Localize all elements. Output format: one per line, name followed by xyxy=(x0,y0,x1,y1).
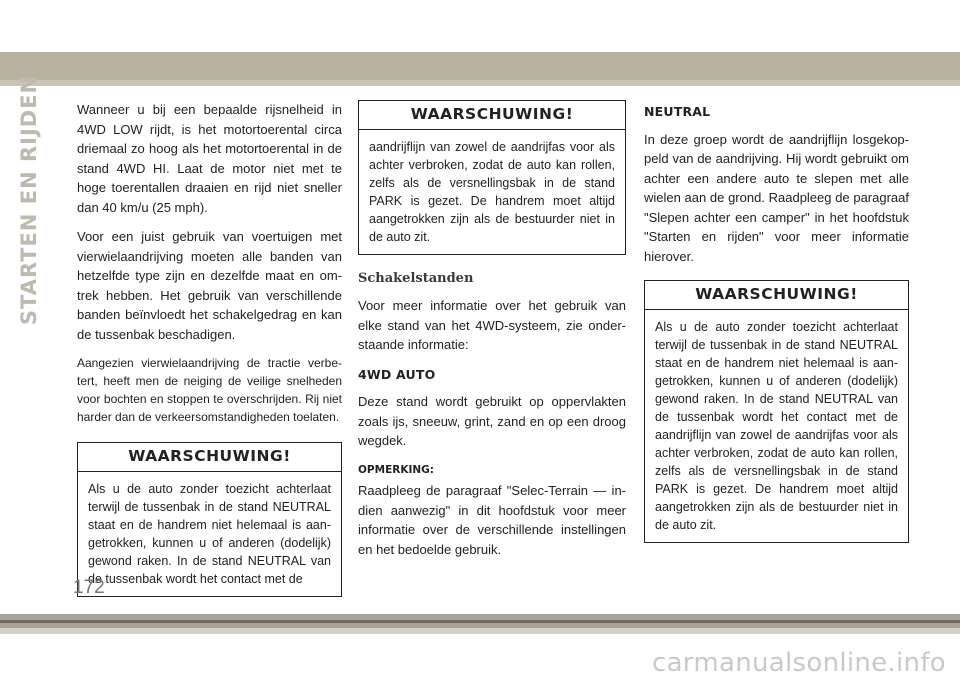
paragraph: Aangezien vierwielaandrijving de tractie verbe-tert, heeft men de neiging de veilige snelheden voor bochten en stoppen te overschrijden. Rij niet harder dan de verkeersomstandigheden toelaten. xyxy=(77,356,342,424)
footer-band-stripe xyxy=(0,628,960,634)
watermark-text: carmanualsonline.info xyxy=(651,648,946,678)
column-1 xyxy=(77,100,342,611)
warning-text: Als u de auto zonder toezicht achterlaat terwijl de tussenbak in de stand NEUTRAL staat en de handrem niet helemaal is aan-getrokken, kunnen u of anderen (dodelijk) gewond raken. In de stand NEUTRAL van de tussenbak wordt het contact met de xyxy=(88,481,331,586)
header-band-stripe xyxy=(0,80,960,86)
warning-box xyxy=(644,280,909,543)
paragraph: Voor meer informatie over het gebruik van elke stand van het 4WD-systeem, zie onder-staande informatie: xyxy=(358,298,626,352)
warning-title: WAARSCHUWING! xyxy=(645,281,908,310)
warning-box xyxy=(358,100,626,255)
chapter-side-tab-label: STARTEN EN RIJDEN xyxy=(17,74,41,326)
chapter-side-tab xyxy=(14,74,44,326)
warning-text: aandrijflijn van zowel de aandrijfas voor als achter verbroken, zodat de auto kan rollen, zelfs als de versnellingsbak in de stand PARK is gezet. De handrem moet altijd aangetrokken zijn als de bestuurder niet in de auto zit. xyxy=(369,139,615,244)
note-label: OPMERKING: xyxy=(358,463,434,476)
warning-title: WAARSCHUWING! xyxy=(359,101,625,130)
subsection-heading: 4WD AUTO xyxy=(358,366,436,382)
paragraph: Deze stand wordt gebruikt op oppervlakten zoals ijs, sneeuw, grint, zand en op een droog wegdek. xyxy=(358,394,626,448)
section-heading: Schakelstanden xyxy=(358,270,474,286)
page-number: 172 xyxy=(73,577,105,598)
column-2 xyxy=(358,100,626,569)
warning-box xyxy=(77,442,342,597)
warning-title: WAARSCHUWING! xyxy=(78,443,341,472)
paragraph: Wanneer u bij een bepaalde rijsnelheid in 4WD LOW rijdt, is het motortoerental circa driemaal zo hoog als het motortoerental in de stand 4WD HI. Laat de motor niet met te hoge toerentallen draaien en rijd niet sneller dan 40 km/u (25 mph). xyxy=(77,102,342,215)
paragraph: In deze groep wordt de aandrijflijn losgekop-peld van de aandrijving. Hij wordt gebruikt om achter een andere auto te slepen met alle wielen aan de grond. Raadpleeg de paragraaf "Slepen achter een camper" in het hoofdstuk "Starten en rijden" voor meer informatie hierover. xyxy=(644,131,909,264)
note-text: Raadpleeg de paragraaf "Selec-Terrain — in-dien aanwezig" in dit hoofdstuk voor meer informatie over de verschillende instellingen en het bedoelde gebruik. xyxy=(358,483,626,557)
paragraph: Voor een juist gebruik van voertuigen met vierwielaandrijving moeten alle banden van hetzelfde type zijn en dezelfde maat en om-trek hebben. Het gebruik van verschillende banden beïnvloedt het schakelgedrag en kan de tussenbak beschadigen. xyxy=(77,229,342,342)
warning-text: Als u de auto zonder toezicht achterlaat terwijl de tussenbak in de stand NEUTRAL staat en de handrem niet helemaal is aan-getrokken, kunnen u of anderen (dodelijk) gewond raken. In de stand NEUTRAL van de tussenbak wordt het contact met de aandrijflijn van zowel de aandrijfas voor als achter verbroken, zodat de auto kan rollen, zelfs als de versnellingsbak in de stand PARK is gezet. De handrem moet altijd aangetrokken zijn als de bestuurder niet in de auto zit. xyxy=(655,319,898,532)
column-3 xyxy=(644,100,909,557)
footer-band-line xyxy=(0,620,960,623)
subsection-heading: NEUTRAL xyxy=(644,104,711,119)
header-band xyxy=(0,52,960,80)
